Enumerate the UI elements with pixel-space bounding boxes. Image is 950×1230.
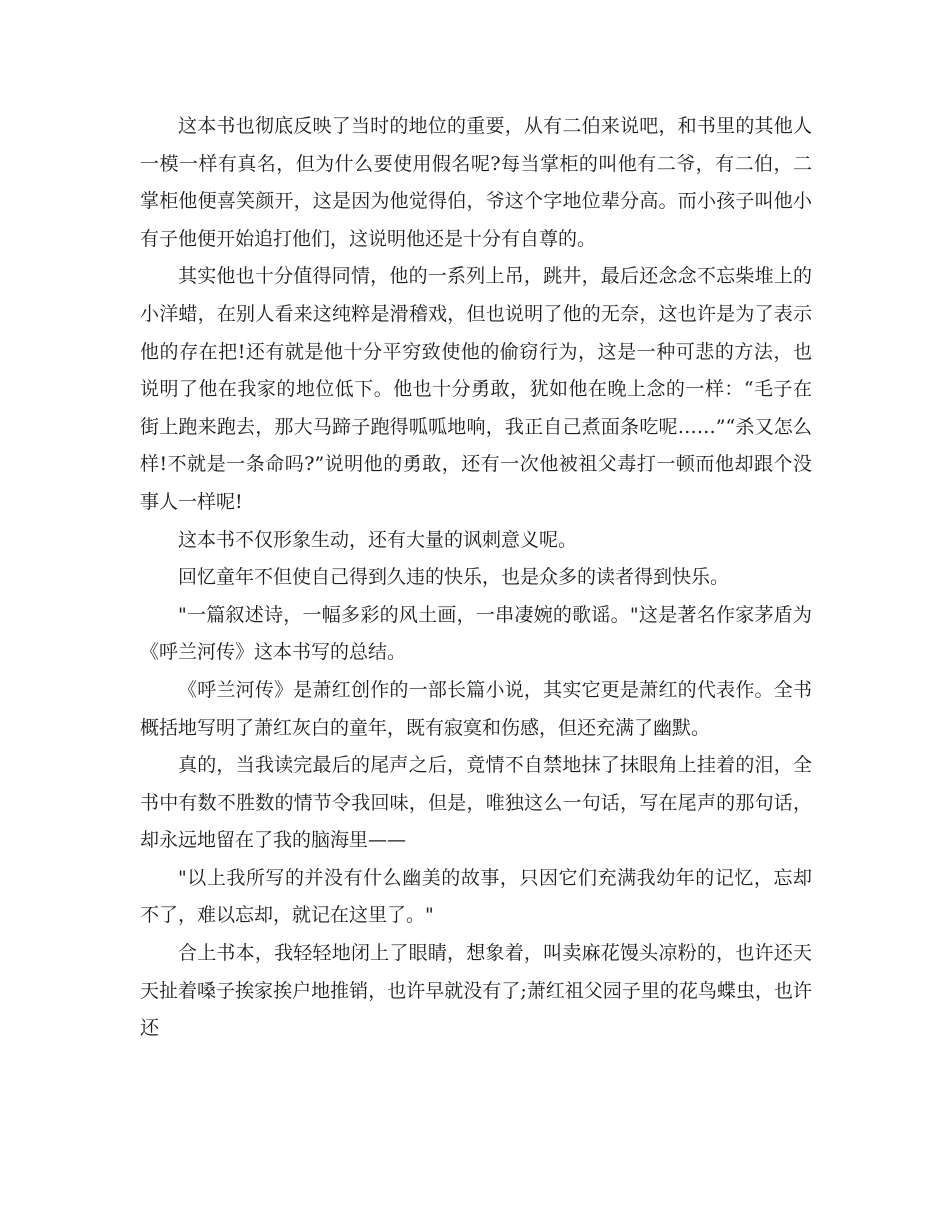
paragraph-5: "一篇叙述诗，一幅多彩的风土画，一串凄婉的歌谣。"这是著名作家茅盾为《呼兰河传》这本书写的总结。 [140, 603, 812, 664]
paragraph-7: 真的，当我读完最后的尾声之后，竟情不自禁地抹了抹眼角上挂着的泪，全书中有数不胜数的情节令我回味，但是，唯独这么一句话，写在尾声的那句话，却永远地留在了我的脑海里—— [140, 754, 812, 852]
paragraph-2: 其实他也十分值得同情，他的一系列上吊，跳井，最后还念念不忘柴堆上的小洋蜡，在别人看来这纯粹是滑稽戏，但也说明了他的无奈，这也许是为了表示他的存在把!还有就是他十分平穷致使他的偷窃行为，这是一种可悲的方法，也说明了他在我家的地位低下。他也十分勇敢，犹如他在晚上念的一样：“毛子在街上跑来跑去，那大马蹄子跑得呱呱地响，我正自己煮面条吃呢……”“杀又怎么样!不就是一条命吗?”说明他的勇敢，还有一次他被祖父毒打一顿而他却跟个没事人一样呢! [140, 265, 812, 513]
paragraph-1: 这本书也彻底反映了当时的地位的重要，从有二伯来说吧，和书里的其他人一模一样有真名，但为什么要使用假名呢?每当掌柜的叫他有二爷，有二伯，二掌柜他便喜笑颜开，这是因为他觉得伯，爷这个字地位辈分高。而小孩子叫他小有子他便开始追打他们，这说明他还是十分有自尊的。 [140, 115, 812, 250]
paragraph-8: "以上我所写的并没有什么幽美的故事，只因它们充满我幼年的记忆，忘却不了，难以忘却，就记在这里了。" [140, 866, 812, 927]
paragraph-4: 回忆童年不但使自己得到久违的快乐，也是众多的读者得到快乐。 [178, 566, 730, 589]
paragraph-9: 合上书本，我轻轻地闭上了眼睛，想象着，叫卖麻花馒头凉粉的，也许还天天扯着嗓子挨家挨户地推销，也许早就没有了;萧红祖父园子里的花鸟蝶虫，也许还 [140, 942, 812, 1040]
paragraph-3: 这本书不仅形象生动，还有大量的讽刺意义呢。 [178, 528, 578, 551]
paragraph-6: 《呼兰河传》是萧红创作的一部长篇小说，其实它更是萧红的代表作。全书概括地写明了萧红灰白的童年，既有寂寞和伤感，但还充满了幽默。 [140, 678, 812, 739]
document-body [140, 108, 812, 1048]
